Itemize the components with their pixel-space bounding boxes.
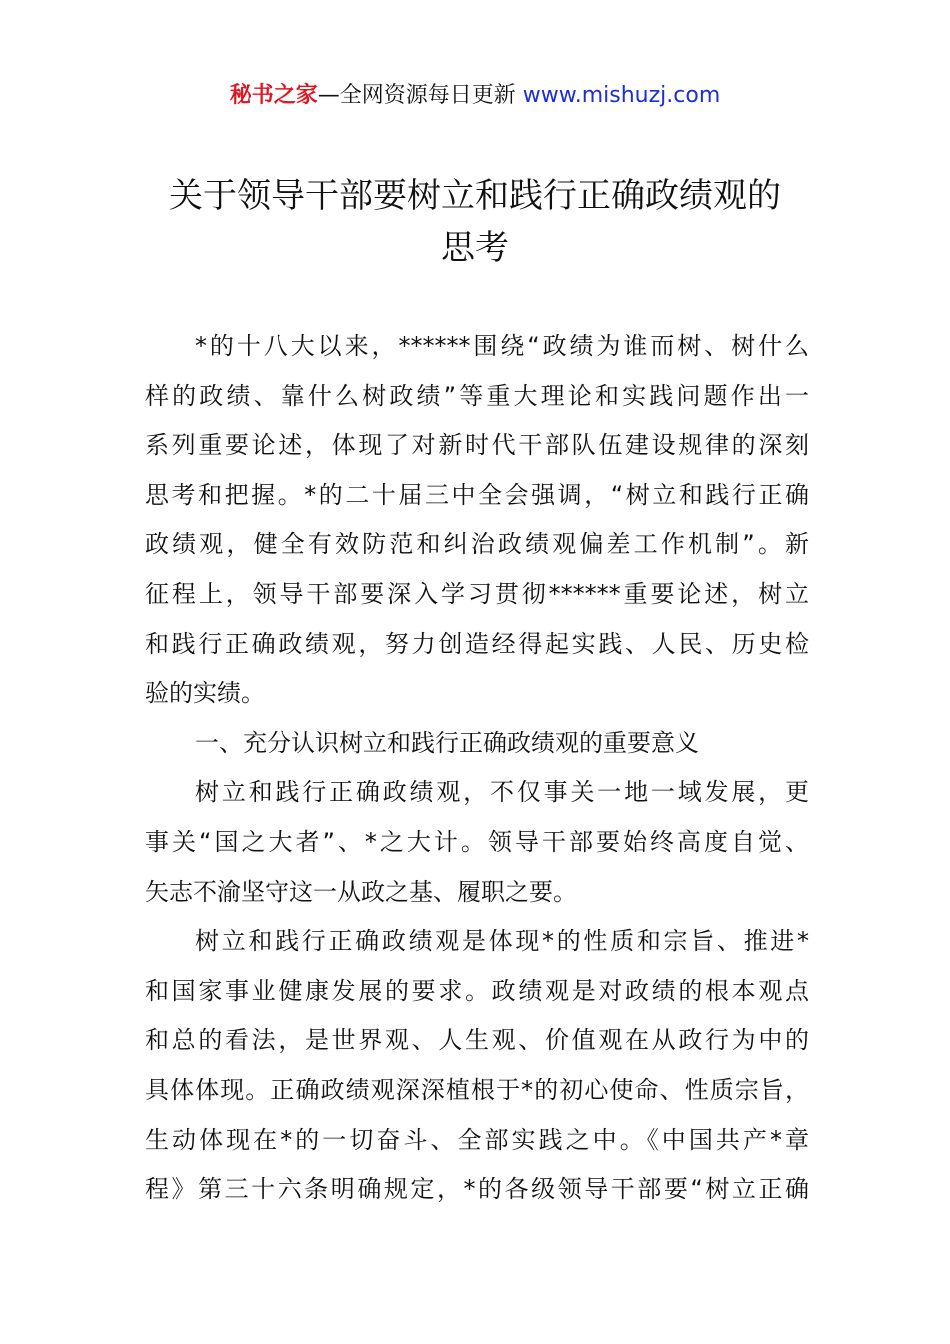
body-line: 事关“国之大者”、*之大计。领导干部要始终高度自觉、 — [145, 827, 809, 856]
title-line-1: 关于领导干部要树立和践行正确政绩观的 — [169, 176, 781, 216]
body-line: 程》第三十六条明确规定，*的各级领导干部要“树立正确 — [145, 1175, 809, 1204]
document-title — [0, 170, 950, 274]
body-line: 征程上，领导干部要深入学习贯彻******重要论述，树立 — [145, 579, 809, 608]
body-line: 矢志不渝坚守这一从政之基、履职之要。 — [145, 877, 577, 906]
body-line: 生动体现在*的一切奋斗、全部实践之中。《中国共产*章 — [145, 1125, 809, 1154]
body-line: *的十八大以来，******围绕“政绩为谁而树、树什么 — [195, 332, 809, 360]
body-line: 树立和践行正确政绩观是体现*的性质和宗旨、推进* — [195, 927, 809, 956]
site-slogan: —全网资源每日更新 — [317, 83, 523, 108]
site-url-link[interactable]: www.mishuzj.com — [522, 83, 721, 108]
body-line: 验的实绩。 — [145, 679, 265, 708]
body-line: 思考和把握。*的二十届三中全会强调，“树立和践行正确 — [145, 480, 809, 509]
body-line: 和践行正确政绩观，努力创造经得起实践、人民、历史检 — [145, 629, 809, 658]
body-line: 样的政绩、靠什么树政绩”等重大理论和实践问题作出一 — [145, 381, 809, 410]
body-line: 和总的看法，是世界观、人生观、价值观在从政行为中的 — [145, 1026, 809, 1055]
site-header — [0, 80, 950, 112]
body-line: 系列重要论述，体现了对新时代干部队伍建设规律的深刻 — [145, 431, 809, 460]
document-body — [145, 322, 809, 1215]
body-line: 具体体现。正确政绩观深深植根于*的初心使命、性质宗旨， — [145, 1075, 809, 1104]
section-heading: 一、充分认识树立和践行正确政绩观的重要意义 — [195, 728, 699, 757]
body-line: 政绩观，健全有效防范和纠治政绩观偏差工作机制”。新 — [145, 530, 809, 559]
body-line: 和国家事业健康发展的要求。政绩观是对政绩的根本观点 — [145, 976, 809, 1005]
brand-name: 秘书之家 — [229, 83, 318, 108]
body-line: 树立和践行正确政绩观，不仅事关一地一域发展，更 — [195, 778, 809, 807]
title-line-2: 思考 — [441, 228, 509, 268]
